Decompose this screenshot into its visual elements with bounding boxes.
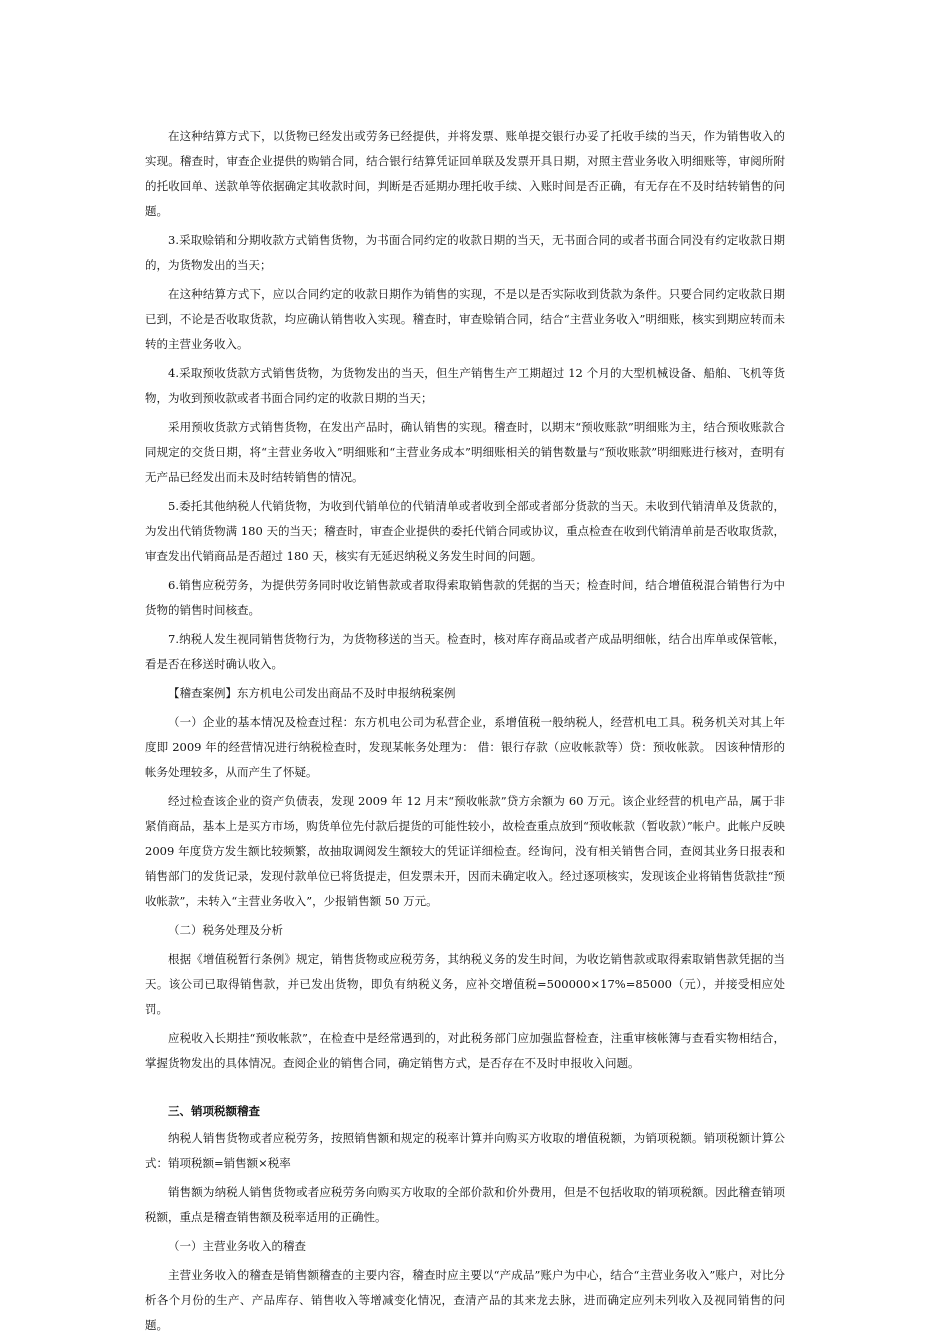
case-conclusion: 应税收入长期挂“预收帐款”，在检查中是经常遇到的，对此税务部门应加强监督检查，注重审核帐簿与查看实物相结合，掌握货物发出的具体情况。查阅企业的销售合同，确定销售方式，是否存在不及时申报收入问题。: [145, 1031, 785, 1070]
case-tax-treatment-analysis: 根据《增值税暂行条例》规定，销售货物或应税劳务，其纳税义务的发生时间，为收讫销售款或取得索取销售款凭据的当天。该公司已取得销售款，并已发出货物，即负有纳税义务，应补交增值税=500000×17%=85000（元），并接受相应处罚。: [145, 952, 785, 1016]
paragraph-item-3-credit-sales: 3.采取赊销和分期收款方式销售货物，为书面合同约定的收款日期的当天，无书面合同的或者书面合同没有约定收款日期的，为货物发出的当天；: [145, 233, 785, 272]
paragraph-item-6-taxable-services: 6.销售应税劳务，为提供劳务同时收讫销售款或者取得索取销售款的凭据的当天；检查时间，结合增值税混合销售行为中货物的销售时间核查。: [145, 578, 785, 617]
case-study-title: 【稽查案例】东方机电公司发出商品不及时申报纳税案例: [168, 686, 456, 700]
subheading-main-business-income: （一）主营业务收入的稽查: [168, 1239, 306, 1253]
paragraph-credit-sales-explanation: 在这种结算方式下，应以合同约定的收款日期作为销售的实现，不是以是否实际收到货款为条件。只要合同约定收款日期已到，不论是否收取货款，均应确认销售收入实现。稽查时，审查赊销合同，结合“主营业务收入”明细账，核实到期应转而未转的主营业务收入。: [145, 287, 785, 351]
case-basic-situation: （一）企业的基本情况及检查过程：东方机电公司为私营企业，系增值税一般纳税人，经营机电工具。税务机关对其上年度即 2009 年的经营情况进行纳税检查时，发现某帐务处理为： 借：银行存款（应收帐款等）贷：预收帐款。 因该种情形的帐务处理较多，从而产生了怀疑。: [145, 715, 785, 779]
case-inspection-details: 经过检查该企业的资产负债表，发现 2009 年 12 月末“预收帐款”贷方余额为 60 万元。该企业经营的机电产品，属于非紧俏商品，基本上是买方市场，购货单位先付款后提货的可能性较小，故检查重点放到“预收帐款（暂收款）”帐户。此帐户反映 2009 年度贷方发生额比较频繁，故抽取调阅发生额较大的凭证详细检查。经询问，没有相关销售合同，查阅其业务日报表和销售部门的发货记录，发现付款单位已将货提走，但发票未开，因而未确定收入。经过逐项核实，发现该企业将销售货款挂“预收帐款”，未转入“主营业务收入”，少报销售额 50 万元。: [145, 794, 785, 908]
paragraph-item-7-deemed-sales: 7.纳税人发生视同销售货物行为，为货物移送的当天。检查时，核对库存商品或者产成品明细帐，结合出库单或保管帐，看是否在移送时确认收入。: [145, 632, 785, 671]
case-tax-treatment-heading: （二）税务处理及分析: [168, 923, 283, 937]
paragraph-advance-payment-explanation: 采用预收货款方式销售货物，在发出产品时，确认销售的实现。稽查时，以期末“预收账款”明细账为主，结合预收账款合同规定的交货日期，将“主营业务收入”明细账和“主营业务成本”明细账相关的销售数量与“预收账款”明细账进行核对，查明有无产品已经发出而未及时结转销售的情况。: [145, 420, 785, 484]
paragraph-output-tax-definition: 纳税人销售货物或者应税劳务，按照销售额和规定的税率计算并向购买方收取的增值税额，为销项税额。销项税额计算公式：销项税额=销售额×税率: [145, 1131, 785, 1170]
paragraph-sales-amount-definition: 销售额为纳税人销售货物或者应税劳务向购买方收取的全部价款和价外费用，但是不包括收取的销项税额。因此稽查销项税额，重点是稽查销售额及税率适用的正确性。: [145, 1185, 785, 1224]
document-page: [145, 124, 785, 1342]
paragraph-collection-settlement: 在这种结算方式下，以货物已经发出或劳务已经提供，并将发票、账单提交银行办妥了托收手续的当天，作为销售收入的实现。稽查时，审查企业提供的购销合同，结合银行结算凭证回单联及发票开具日期，对照主营业务收入明细账等，审阅所附的托收回单、送款单等依据确定其收款时间，判断是否延期办理托收手续、入账时间是否正确，有无存在不及时结转销售的问题。: [145, 129, 785, 218]
paragraph-item-4-advance-payment: 4.采取预收货款方式销售货物，为货物发出的当天，但生产销售生产工期超过 12 个月的大型机械设备、船舶、飞机等货物，为收到预收款或者书面合同约定的收款日期的当天；: [145, 366, 785, 405]
paragraph-item-5-consignment: 5.委托其他纳税人代销货物，为收到代销单位的代销清单或者收到全部或者部分货款的当天。未收到代销清单及货款的，为发出代销货物满 180 天的当天；稽查时，审查企业提供的委托代销合同或协议，重点检查在收到代销清单前是否收取货款，审查发出代销商品是否超过 180 天，核实有无延迟纳税义务发生时间的问题。: [145, 499, 785, 563]
paragraph-main-business-income-audit: 主营业务收入的稽查是销售额稽查的主要内容，稽查时应主要以“产成品”账户为中心，结合“主营业务收入”账户，对比分析各个月份的生产、产品库存、销售收入等增减变化情况，查清产品的其来龙去脉，进而确定应列未列收入及视同销售的问题。: [145, 1268, 785, 1332]
section-heading-output-tax: 三、销项税额稽查: [168, 1104, 260, 1118]
